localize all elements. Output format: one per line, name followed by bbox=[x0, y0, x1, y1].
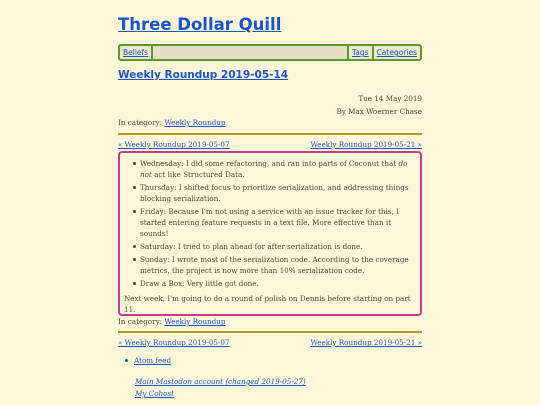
cohost-link[interactable]: My Cohost bbox=[135, 389, 175, 398]
post-title-link[interactable]: Weekly Roundup 2019-05-14 bbox=[118, 69, 289, 81]
post-author: By Max Woerner Chase bbox=[336, 107, 422, 116]
bullet-icon bbox=[133, 186, 136, 189]
roundup-list-item bbox=[124, 241, 414, 252]
post-pager-bottom bbox=[118, 338, 422, 347]
roundup-list-item bbox=[124, 254, 414, 276]
item-emphasis: do not bbox=[140, 159, 408, 179]
nav-categories-link[interactable]: Categories bbox=[376, 48, 417, 57]
item-text: Draw a Box: Very little got done. bbox=[140, 279, 259, 288]
bullet-icon bbox=[133, 282, 136, 285]
atom-feed-link[interactable]: Atom feed bbox=[134, 356, 172, 365]
item-text: Friday: Because I'm not using a service with an issue tracker for this, I started entering feature requests in a text file. More effective than it sounds! bbox=[140, 207, 400, 238]
divider bbox=[118, 331, 422, 333]
mastodon-link[interactable]: Main Mastodon account (changed 2019-05-27) bbox=[135, 377, 306, 386]
nav-beliefs-link[interactable]: Beliefs bbox=[123, 48, 149, 57]
roundup-list-item bbox=[124, 158, 414, 180]
bullet-icon bbox=[133, 162, 136, 165]
social-links bbox=[135, 376, 306, 400]
next-post-link[interactable]: Weekly Roundup 2019-05-21 » bbox=[310, 338, 422, 347]
post-pager-top bbox=[118, 140, 422, 149]
atom-feed-item bbox=[118, 356, 422, 365]
category-prefix: In category: bbox=[118, 317, 163, 326]
prev-post-link[interactable]: « Weekly Roundup 2019-05-07 bbox=[118, 338, 230, 347]
closing-paragraph: Next week, I'm going to do a round of polish on Dennis before starting on part 11. bbox=[124, 294, 411, 314]
item-text: Thursday: I shifted focus to prioritize serialization, and addressing things blocking serialization. bbox=[140, 183, 409, 203]
post-category-bottom bbox=[118, 317, 226, 326]
prev-post-link[interactable]: « Weekly Roundup 2019-05-07 bbox=[118, 140, 230, 149]
category-link[interactable]: Weekly Roundup bbox=[164, 317, 226, 326]
post-category bbox=[118, 118, 226, 127]
post-date: Tue 14 May 2019 bbox=[358, 94, 422, 103]
bullet-icon bbox=[133, 245, 136, 248]
item-text: Wednesday: I did some refactoring, and ran into parts of Coconut that bbox=[140, 159, 399, 168]
nav-spacer bbox=[151, 46, 349, 59]
item-text: Saturday: I tried to plan ahead for after serialization is done. bbox=[140, 242, 363, 251]
item-text: Sunday: I wrote most of the serialization code. According to the coverage metrics, the project is now more than 10% serialization code. bbox=[140, 255, 409, 275]
post-content bbox=[118, 151, 422, 316]
next-post-link[interactable]: Weekly Roundup 2019-05-21 » bbox=[310, 140, 422, 149]
footer bbox=[118, 356, 422, 398]
item-text-tail: act like Structured Data. bbox=[151, 170, 245, 179]
bullet-icon bbox=[133, 258, 136, 261]
nav-bar bbox=[118, 44, 422, 61]
category-prefix: In category: bbox=[118, 118, 163, 127]
category-link[interactable]: Weekly Roundup bbox=[164, 118, 226, 127]
nav-tags-link[interactable]: Tags bbox=[351, 48, 369, 57]
bullet-icon bbox=[125, 359, 128, 362]
site-title-link[interactable]: Three Dollar Quill bbox=[118, 15, 282, 34]
bullet-icon bbox=[133, 210, 136, 213]
roundup-list-item bbox=[124, 206, 414, 239]
roundup-list-item bbox=[124, 278, 414, 289]
roundup-list bbox=[124, 158, 414, 289]
roundup-list-item bbox=[124, 182, 414, 204]
divider bbox=[118, 133, 422, 135]
